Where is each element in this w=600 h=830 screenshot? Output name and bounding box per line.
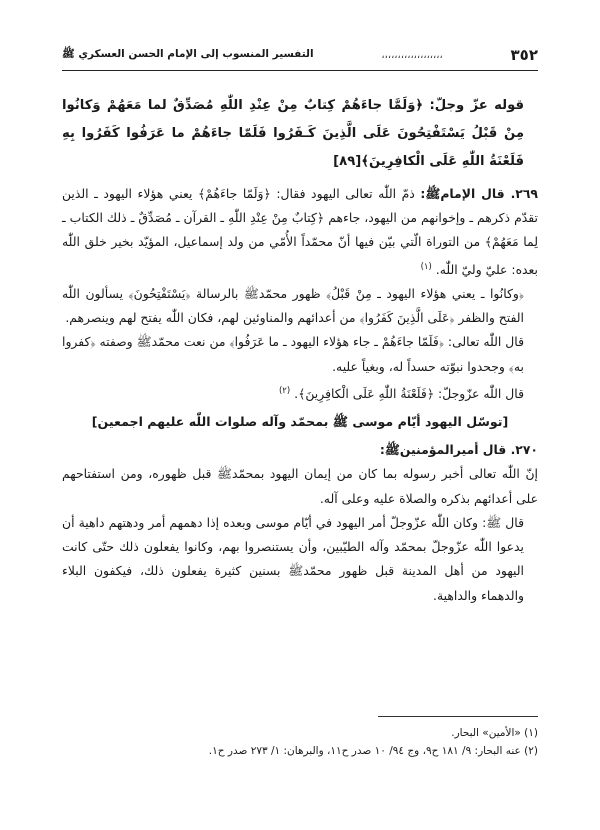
section-269-heading: ٢٦٩. قال الإمامﷺ: (420, 186, 538, 201)
section-269-paragraph-4 (62, 379, 538, 406)
running-title: التفسير المنسوب إلى الإمام الحسن العسكري ﷺ (62, 47, 314, 60)
footnotes (62, 724, 538, 760)
footnote-1: (١) «الأمين» البحار. (451, 727, 538, 739)
verse-quote: قوله عزّ وجلّ: ﴿وَلَمَّا جاءَهُمْ كِتابٌ مِنْ عِنْدِ اللّٰهِ مُصَدِّقٌ لما مَعَهُمْ وَكانُوا مِنْ قَبْلُ يَسْتَفْتِحُونَ عَلَى الَّذِينَ كَـفَرُوا فَلَمّا جاءَهُمْ ما عَرَفُوا كَفَرُوا بِهِ فَلَعْنَةُ اللّٰهِ عَلَى الْكافِرِينَ﴾[٨٩] (62, 98, 524, 169)
page-header (62, 40, 538, 71)
section-269-paragraph-2: ﴿وكانُوا ـ يعني هؤلاء اليهود ـ مِنْ قَبْلُ﴾ ظهور محمّدﷺ بالرسالة ﴿يَسْتَفْتِحُونَ﴾ يسألون اللّٰه الفتح والظفر ﴿عَلَى الَّذِينَ كَفَرُوا﴾ من أعدائهم والمناوئين لهم، فكان اللّٰه يفتح لهم وينصرهم. (62, 285, 524, 326)
header-ornament: ،،،،،،،،،،،،،،،،،،، (381, 49, 443, 61)
section-269-paragraph-1 (62, 182, 538, 282)
section-270-paragraph-2: قال ﷺ: وكان اللّٰه عزّوجلّ أمر اليهود في أيّام موسى وبعده إذا دهمهم أمر ودهتهم داهية أن يدعوا اللّٰه عزّوجلّ بمحمّد وآله الطيّبين، وأن يستنصروا بهم، وكانوا يفعلون ذلك حتّى كانت اليهود من أهل المدينة قبل ظهور محمّدﷺ بسنين كثيرة يفعلون ذلك، فيكفون البلاء والدهماء والداهية. (62, 514, 524, 603)
section-subheading: [توسّل اليهود أيّام موسى ﷺ بمحمّد وآله صلوات اللّٰه عليهم اجمعين] (91, 414, 509, 430)
footnote-divider (378, 716, 538, 717)
page-body (62, 92, 538, 608)
footnote-2: (٢) عنه البحار: ٩/ ١٨١ ح٩، وج ٩٤/ ١٠ صدر ح١١، والبرهان: ١/ ٢٧٣ صدر ح١. (208, 745, 538, 757)
section-269-text-1: ذمّ اللّٰه تعالى اليهود فقال: ﴿وَلَمّا جاءَهُمْ﴾ يعني هؤلاء اليهود ـ الذين تقدّم ذكرهم ـ وإخوانهم من اليهود، جاءهم ﴿كِتابٌ مِنْ عِنْدِ اللّٰهِ ـ القرآن ـ مُصَدِّقٌ ـ ذلك الكتاب ـ لِما مَعَهُمْ﴾ من التوراة الّتي بيّن فيها أنّ محمّداً الأُمّي من ولد إسماعيل، المؤيّد بخير خلق اللّٰه بعده: عليّ وليّ اللّٰه. (62, 186, 538, 277)
section-270-heading: ٢٧٠. قال أميرالمؤمنينﷺ: (379, 442, 538, 458)
section-269-text-4: قال اللّٰه عزّوجلّ: ﴿فَلَعْنَةُ اللّٰهِ عَلَى الْكافِرِينَ﴾. (294, 385, 524, 401)
section-269-paragraph-3: قال اللّٰه تعالى: ﴿فَلَمّا جاءَهُمْ ـ جاء هؤلاء اليهود ـ ما عَرَفُوا﴾ من نعت محمّدﷺ وصفته ﴿كفروا به﴾ وجحدوا نبوّته حسداً له، وبغياً عليه. (62, 334, 524, 374)
page-number: ٣٥٢ (510, 46, 538, 64)
footnote-marker-1: (١) (420, 261, 432, 272)
section-270-paragraph-1: إنّ اللّٰه تعالى أخبر رسوله بما كان من إيمان اليهود بمحمّدﷺ قبل ظهوره، ومن استفتاحهم على أعدائهم بذكره والصلاة عليه وعلى آله. (62, 466, 538, 506)
footnote-marker-2: (٢) (278, 385, 291, 396)
